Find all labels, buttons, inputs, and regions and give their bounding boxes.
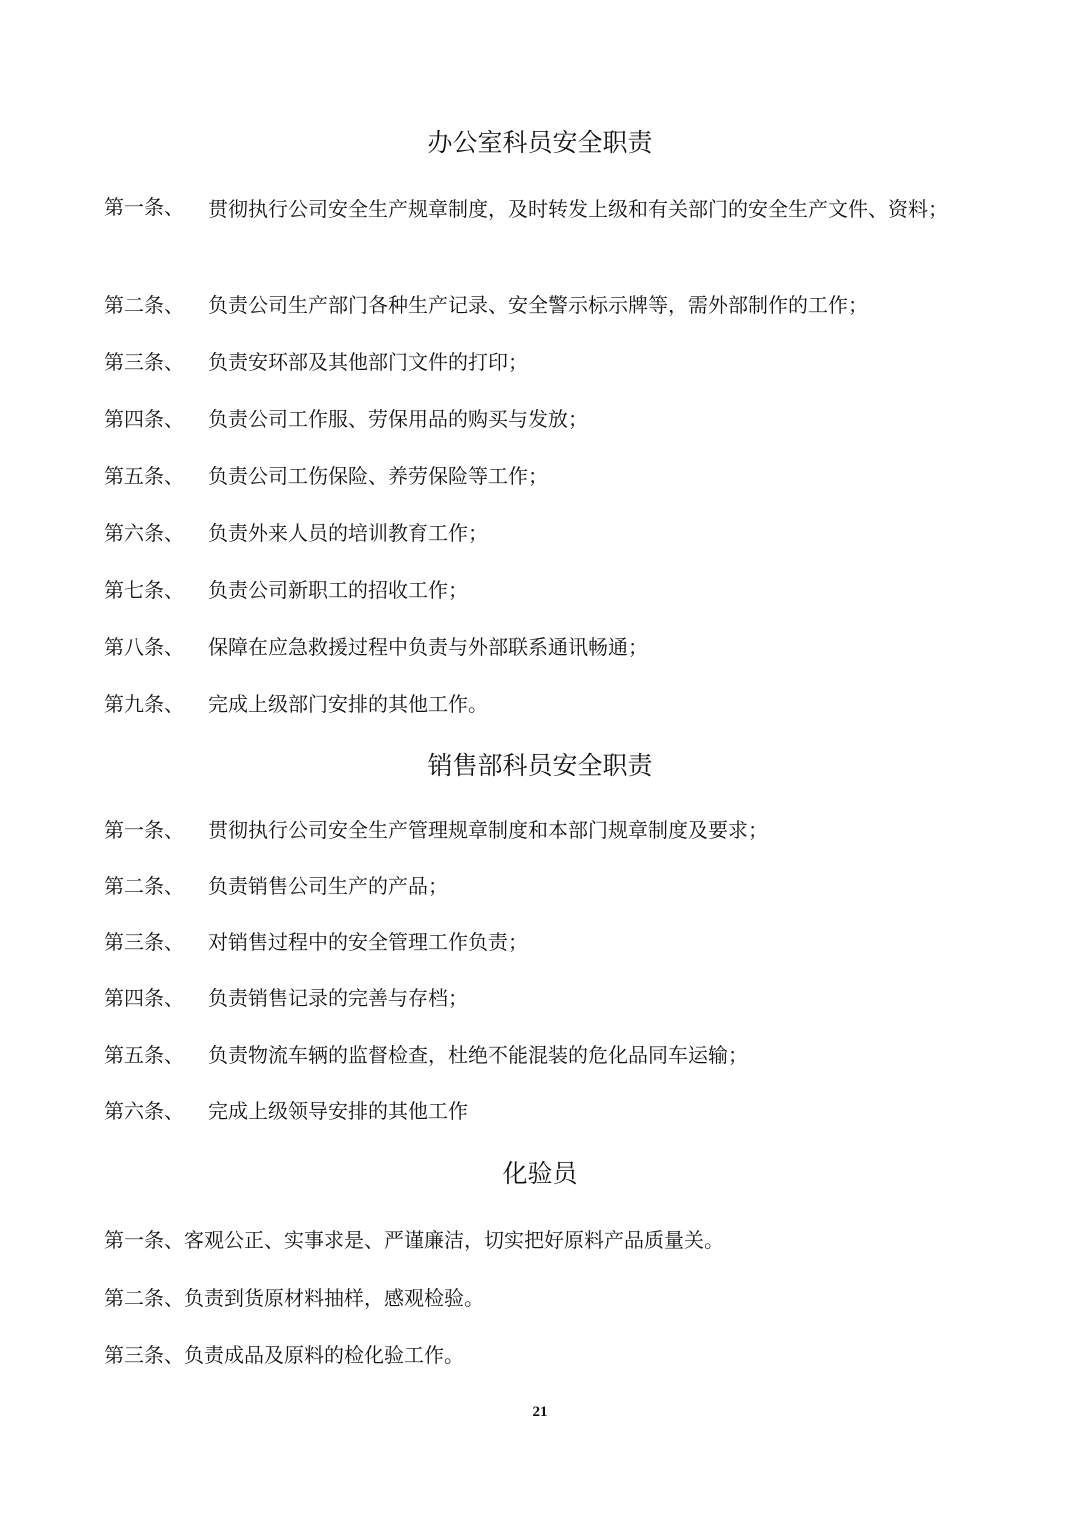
sales-article-6 <box>104 1094 984 1128</box>
article-text: 负责公司生产部门各种生产记录、安全警示标示牌等，需外部制作的工作； <box>208 293 868 317</box>
sales-article-2 <box>104 869 984 903</box>
article-text: 对销售过程中的安全管理工作负责； <box>208 930 528 954</box>
office-article-1 <box>104 190 984 228</box>
section-title-office: 办公室科员安全职责 <box>427 128 653 157</box>
sales-article-1 <box>104 813 984 847</box>
article-text: 负责销售公司生产的产品； <box>208 874 448 898</box>
article-number: 第三条、 <box>104 930 184 954</box>
article-text: 负责到货原材料抽样，感观检验。 <box>184 1286 484 1310</box>
article-number: 第一条、 <box>104 818 184 842</box>
article-text: 贯彻执行公司安全生产规章制度，及时转发上级和有关部门的安全生产文件、资料； <box>208 197 948 221</box>
article-text: 客观公正、实事求是、严谨廉洁，切实把好原料产品质量关。 <box>184 1228 724 1252</box>
article-text: 完成上级部门安排的其他工作。 <box>208 692 488 716</box>
office-article-5 <box>104 459 984 493</box>
article-text: 负责销售记录的完善与存档； <box>208 986 468 1010</box>
article-text: 负责公司工作服、劳保用品的购买与发放； <box>208 407 588 431</box>
article-text: 负责物流车辆的监督检查，杜绝不能混装的危化品同车运输； <box>208 1043 748 1067</box>
article-text: 负责公司新职工的招收工作； <box>208 578 468 602</box>
office-article-4 <box>104 402 984 436</box>
office-article-6 <box>104 516 984 550</box>
office-article-3 <box>104 345 984 379</box>
office-article-9 <box>104 687 984 721</box>
article-text: 负责成品及原料的检化验工作。 <box>184 1343 464 1367</box>
office-article-7 <box>104 573 984 607</box>
article-number: 第四条、 <box>104 986 184 1010</box>
lab-article-1 <box>104 1223 984 1257</box>
article-number: 第一条、 <box>104 195 184 219</box>
article-number: 第七条、 <box>104 578 184 602</box>
article-number: 第六条、 <box>104 521 184 545</box>
article-text: 贯彻执行公司安全生产管理规章制度和本部门规章制度及要求； <box>208 818 768 842</box>
article-number: 第五条、 <box>104 464 184 488</box>
office-article-8 <box>104 630 984 664</box>
article-number: 第一条、 <box>104 1228 184 1252</box>
article-number: 第六条、 <box>104 1099 184 1123</box>
article-number: 第五条、 <box>104 1043 184 1067</box>
article-text: 负责安环部及其他部门文件的打印； <box>208 350 528 374</box>
article-text: 完成上级领导安排的其他工作 <box>208 1099 468 1123</box>
section-title-lab: 化验员 <box>502 1159 578 1188</box>
article-number: 第四条、 <box>104 407 184 431</box>
article-text: 负责外来人员的培训教育工作； <box>208 521 488 545</box>
article-number: 第三条、 <box>104 350 184 374</box>
lab-article-3 <box>104 1338 984 1372</box>
article-number: 第二条、 <box>104 293 184 317</box>
sales-article-5 <box>104 1038 984 1072</box>
section-title-sales: 销售部科员安全职责 <box>427 751 653 780</box>
article-text: 负责公司工伤保险、养劳保险等工作； <box>208 464 548 488</box>
article-number: 第二条、 <box>104 874 184 898</box>
article-number: 第九条、 <box>104 692 184 716</box>
sales-article-3 <box>104 925 984 959</box>
article-number: 第三条、 <box>104 1343 184 1367</box>
article-number: 第八条、 <box>104 635 184 659</box>
lab-article-2 <box>104 1281 984 1315</box>
page-number: 21 <box>532 1404 548 1420</box>
office-article-2 <box>104 288 984 322</box>
sales-article-4 <box>104 981 984 1015</box>
article-number: 第二条、 <box>104 1286 184 1310</box>
article-text: 保障在应急救援过程中负责与外部联系通讯畅通； <box>208 635 648 659</box>
